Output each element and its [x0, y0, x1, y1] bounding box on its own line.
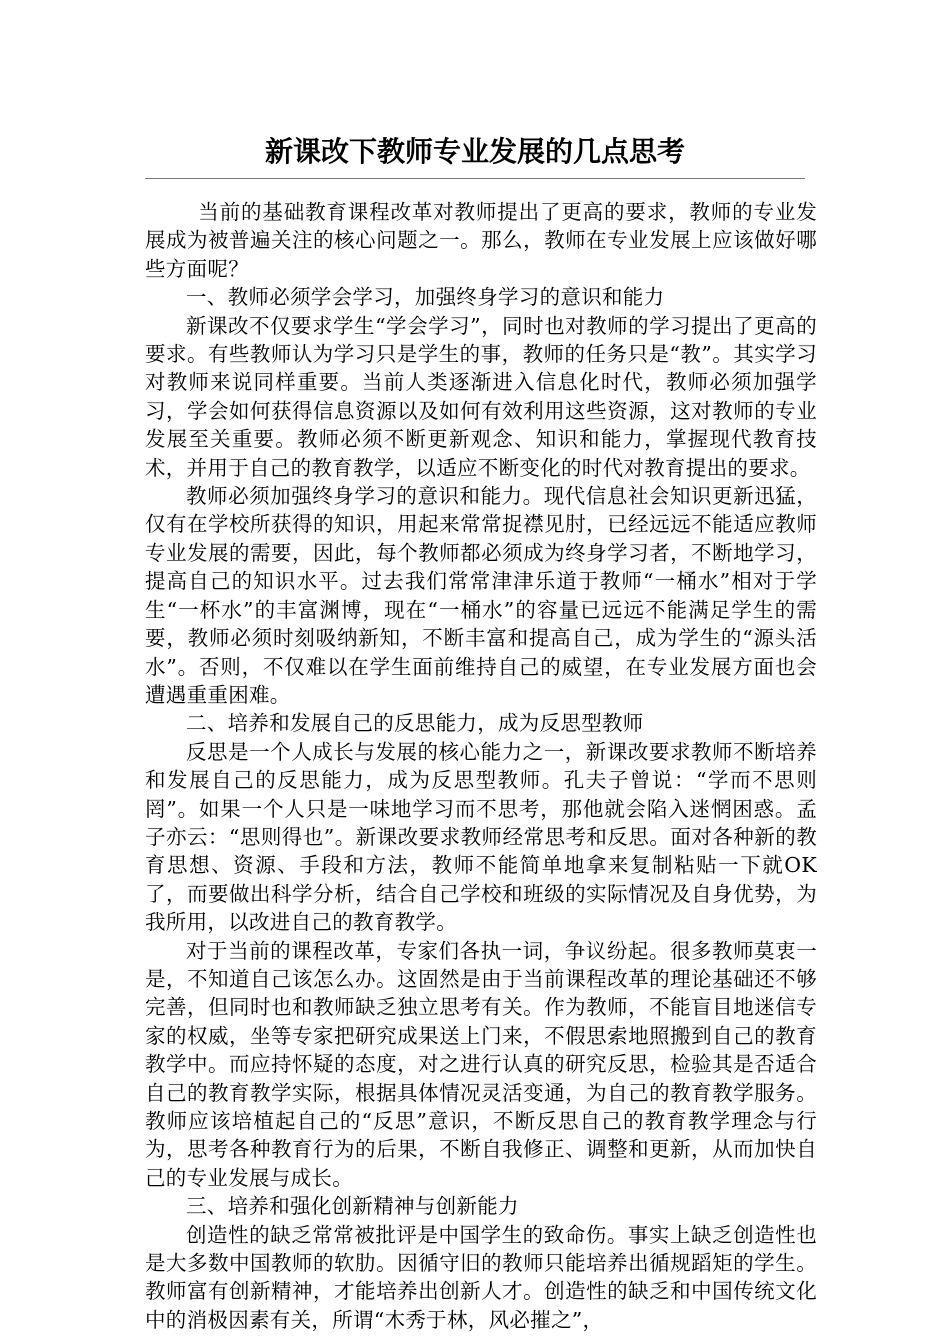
document-title: 新课改下教师专业发展的几点思考: [264, 135, 685, 168]
section-heading-1: 一、教师必须学会学习，加强终身学习的意识和能力: [186, 285, 665, 310]
title-divider: [145, 178, 805, 179]
paragraph: 教师必须加强终身学习的意识和能力。现代信息社会知识更新迅猛，仅有在学校所获得的知识，用起来常常捉襟见肘，已经远远不能适应教师专业发展的需要，因此，每个教师都必须成为终身学习者，不断地学习，提高自己的知识水平。过去我们常常津津乐道于教师“一桶水”相对于学生“一杯水”的丰富渊博，现在“一桶水”的容量已远远不能满足学生的需要，教师必须时刻吸纳新知，不断丰富和提高自己，成为学生的“源头活水”。否则，不仅难以在学生面前维持自己的威望，在专业发展方面也会遭遇重重困难。: [145, 484, 817, 707]
paragraph: 新课改不仅要求学生“学会学习”，同时也对教师的学习提出了更高的要求。有些教师认为学习只是学生的事，教师的任务只是“教”。其实学习对教师来说同样重要。当前人类逐渐进入信息化时代，教师必须加强学习，学会如何获得信息资源以及如何有效利用这些资源，这对教师的专业发展至关重要。教师必须不断更新观念、知识和能力，掌握现代教育技术，并用于自己的教育教学，以适应不断变化的时代对教育提出的要求。: [145, 313, 817, 480]
paragraph: 创造性的缺乏常常被批评是中国学生的致命伤。事实上缺乏创造性也是大多数中国教师的软肋。因循守旧的教师只能培养出循规蹈矩的学生。教师富有创新精神，才能培养出创新人才。创造性的缺乏和中国传统文化中的消极因素有关，所谓“木秀于林，风必摧之”，: [145, 1222, 817, 1332]
paragraph: 反思是一个人成长与发展的核心能力之一，新课改要求教师不断培养和发展自己的反思能力，成为反思型教师。孔夫子曾说：“学而不思则罔”。如果一个人只是一味地学习而不思考，那他就会陷入迷惘困惑。孟子亦云：“思则得也”。新课改要求教师经常思考和反思。面对各种新的教育思想、资源、手段和方法，教师不能简单地拿来复制粘贴一下就OK了，而要做出科学分析，结合自己学校和班级的实际情况及自身优势，为我所用，以改进自己的教育教学。: [145, 739, 817, 935]
paragraph-intro: 当前的基础教育课程改革对教师提出了更高的要求，教师的专业发展成为被普遍关注的核心问题之一。那么，教师在专业发展上应该做好哪些方面呢？: [145, 200, 817, 281]
paragraph: 对于当前的课程改革，专家们各执一词，争议纷起。很多教师莫衷一是，不知道自己该怎么办。这固然是由于当前课程改革的理论基础还不够完善，但同时也和教师缺乏独立思考有关。作为教师，不能盲目地迷信专家的权威，坐等专家把研究成果送上门来，不假思索地照搬到自己的教育教学中。而应持怀疑的态度，对之进行认真的研究反思，检验其是否适合自己的教育教学实际，根据具体情况灵活变通，为自己的教育教学服务。教师应该培植起自己的“反思”意识，不断反思自己的教育教学理念与行为，思考各种教育行为的后果，不断自我修正、调整和更新，从而加快自己的专业发展与成长。: [145, 938, 817, 1190]
section-heading-3: 三、培养和强化创新精神与创新能力: [186, 1194, 519, 1219]
section-heading-2: 二、培养和发展自己的反思能力，成为反思型教师: [186, 711, 644, 736]
document-body: [145, 198, 817, 1334]
